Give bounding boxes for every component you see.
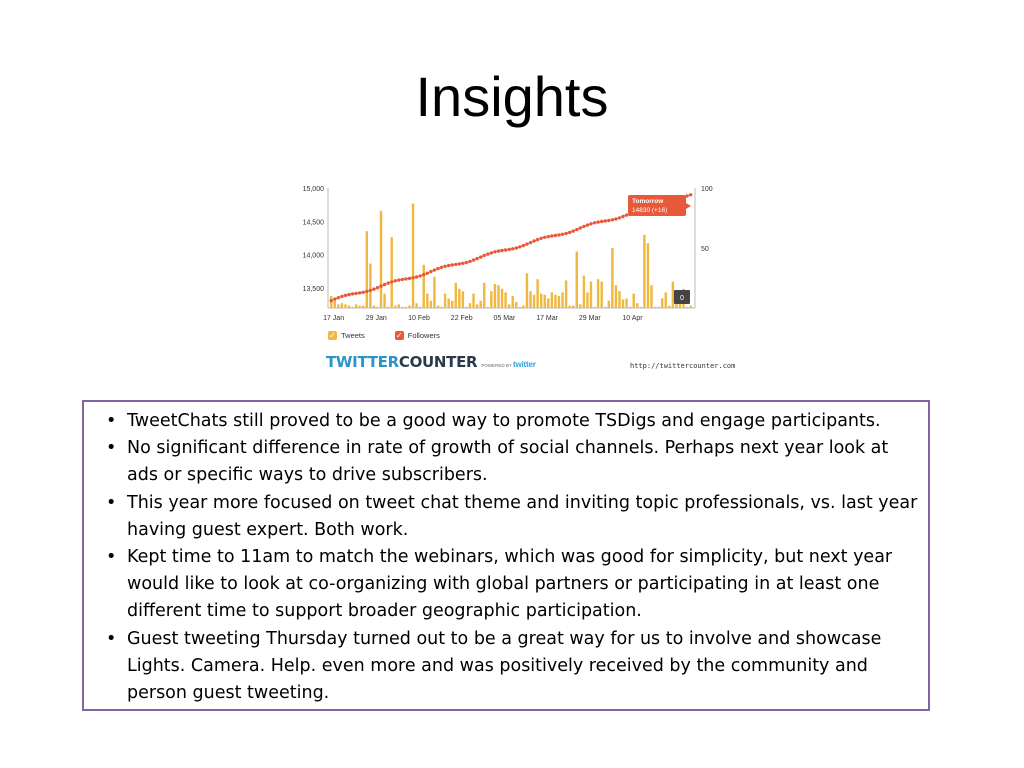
tweets-bar xyxy=(650,285,652,308)
tweets-bar xyxy=(576,252,578,308)
followers-point xyxy=(486,252,489,255)
tomorrow-callout-value: 14830 (+16) xyxy=(632,207,668,214)
followers-point xyxy=(604,219,607,222)
tweets-bar xyxy=(458,289,460,308)
y-right-tick-label: 100 xyxy=(701,186,713,193)
tweets-bar xyxy=(430,301,432,308)
tweets-bar xyxy=(561,292,563,308)
tweets-bar xyxy=(376,307,378,308)
followers-point xyxy=(572,229,575,232)
tweets-bar xyxy=(689,306,691,308)
slide-title: Insights xyxy=(415,65,609,128)
tweets-bar xyxy=(544,295,546,308)
followers-point xyxy=(415,275,418,278)
x-tick-label: 17 Jan xyxy=(323,315,345,322)
tweets-bar xyxy=(640,307,642,308)
followers-point xyxy=(390,280,393,283)
chart-legend xyxy=(328,331,440,340)
tweets-bar xyxy=(661,298,663,308)
followers-point xyxy=(568,231,571,234)
y-left-tick-label: 14,500 xyxy=(302,219,324,227)
chart-svg xyxy=(288,178,736,328)
followers-point xyxy=(422,273,425,276)
tweets-bar xyxy=(597,279,599,308)
followers-point xyxy=(433,268,436,271)
followers-point xyxy=(354,292,357,295)
followers-point xyxy=(447,264,450,267)
followers-point xyxy=(376,286,379,289)
followers-point xyxy=(593,221,596,224)
tweets-bar xyxy=(447,298,449,308)
tweets-bar xyxy=(668,306,670,308)
followers-point xyxy=(540,237,543,240)
followers-point xyxy=(369,289,372,292)
followers-point xyxy=(596,220,599,223)
legend-item-followers[interactable] xyxy=(395,331,440,340)
logo-word-counter: COUNTER xyxy=(398,353,478,371)
followers-point xyxy=(589,222,592,225)
followers-point xyxy=(383,283,386,286)
logo-powered-by xyxy=(481,361,535,370)
tweets-bar xyxy=(501,289,503,308)
tweets-bar xyxy=(508,304,510,308)
tweets-bar xyxy=(387,307,389,308)
tweets-bar xyxy=(654,307,656,308)
x-tick-label: 10 Feb xyxy=(408,315,430,322)
tweets-bar xyxy=(554,295,556,308)
tweets-bar xyxy=(423,265,425,308)
tweets-bar xyxy=(647,243,649,308)
followers-point xyxy=(621,215,624,218)
x-tick-label: 22 Feb xyxy=(450,315,473,322)
tweets-bar xyxy=(615,285,617,308)
followers-point xyxy=(461,262,464,265)
tweets-bar xyxy=(512,296,514,308)
tweets-bar xyxy=(586,292,588,308)
followers-point xyxy=(689,193,692,196)
followers-point xyxy=(451,263,454,266)
followers-point xyxy=(387,281,390,284)
tweets-bar xyxy=(373,306,375,308)
tweets-bar xyxy=(337,304,339,308)
y-left-tick-label: 14,000 xyxy=(302,252,324,260)
tweets-bar xyxy=(476,304,478,308)
tweets-bar xyxy=(444,294,446,308)
x-tick-label: 05 Mar xyxy=(493,315,516,322)
tweets-bar xyxy=(465,307,467,308)
followers-point xyxy=(419,274,422,277)
bullet-item: • This year more focused on tweet chat theme and inviting topic professionals, vs. last year having guest expert. Both work. xyxy=(106,490,920,544)
followers-point xyxy=(511,247,514,250)
tweets-bar xyxy=(636,303,638,308)
followers-point xyxy=(600,220,603,223)
tweets-bar xyxy=(540,294,542,308)
tweets-bar xyxy=(579,304,581,308)
tweets-bar xyxy=(437,306,439,308)
followers-point xyxy=(586,223,589,226)
tweets-bar xyxy=(334,301,336,308)
followers-point xyxy=(404,277,407,280)
zero-badge-label: 0 xyxy=(680,295,684,302)
followers-point xyxy=(532,239,535,242)
followers-point xyxy=(582,225,585,228)
followers-point xyxy=(575,228,578,231)
followers-point xyxy=(504,248,507,251)
followers-point xyxy=(508,248,511,251)
tweets-bar xyxy=(611,248,613,308)
tweets-bar xyxy=(366,231,368,308)
tomorrow-callout-pointer xyxy=(686,203,691,209)
tweets-bar xyxy=(657,307,659,308)
tweets-bar xyxy=(351,307,353,308)
x-tick-label: 29 Mar xyxy=(578,315,601,322)
tweets-bar xyxy=(348,306,350,308)
followers-point xyxy=(522,244,525,247)
y-right-tick-label: 50 xyxy=(701,246,709,253)
twittercounter-logo xyxy=(326,354,536,370)
tweets-bar xyxy=(490,291,492,308)
tweets-bar xyxy=(355,304,357,308)
tweets-bar xyxy=(398,304,400,308)
followers-point xyxy=(493,250,496,253)
followers-point xyxy=(618,216,621,219)
followers-point xyxy=(472,258,475,261)
logo-wordmark xyxy=(326,354,477,370)
followers-point xyxy=(436,267,439,270)
bullet-item: • No significant difference in rate of growth of social channels. Perhaps next year look at ads or specific ways to drive subscribers. xyxy=(106,435,920,489)
tweets-bar xyxy=(440,307,442,308)
followers-point xyxy=(454,263,457,266)
tweets-bar xyxy=(451,301,453,308)
followers-point xyxy=(536,238,539,241)
followers-point xyxy=(529,241,532,244)
tweets-bar xyxy=(622,300,624,308)
followers-point xyxy=(479,255,482,258)
followers-point xyxy=(397,278,400,281)
tweets-bar xyxy=(672,282,674,308)
followers-point xyxy=(351,292,354,295)
followers-point xyxy=(347,293,350,296)
followers-point xyxy=(429,270,432,273)
followers-point xyxy=(330,299,333,302)
followers-point xyxy=(475,257,478,260)
legend-item-tweets[interactable] xyxy=(328,331,365,340)
legend-label-followers: Followers xyxy=(407,331,440,340)
followers-point xyxy=(525,242,528,245)
followers-point xyxy=(554,234,557,237)
bullet-item: • TweetChats still proved to be a good way to promote TSDigs and engage participants. xyxy=(106,408,920,435)
followers-point xyxy=(401,278,404,281)
tweets-bar xyxy=(665,292,667,308)
tweets-bar xyxy=(593,307,595,308)
followers-point xyxy=(443,265,446,268)
tweets-bar xyxy=(618,291,620,308)
twitter-brand-text: twitter xyxy=(513,360,536,369)
followers-point xyxy=(550,234,553,237)
tweets-bar xyxy=(483,283,485,308)
tweets-bar xyxy=(583,276,585,308)
followers-point xyxy=(515,246,518,249)
tweets-bar xyxy=(494,284,496,308)
followers-point xyxy=(607,219,610,222)
followers-point xyxy=(408,277,411,280)
bullet-item: • Guest tweeting Thursday turned out to be a great way for us to involve and showcase Lights. Camera. Help. even more and was positively received by the community and person guest tweeting. xyxy=(106,626,920,708)
followers-point xyxy=(358,291,361,294)
tweets-bar xyxy=(533,295,535,308)
tweets-bar xyxy=(515,302,517,308)
y-left-tick-label: 15,000 xyxy=(302,186,324,193)
tweets-bar xyxy=(358,306,360,308)
tweets-bar xyxy=(469,303,471,308)
followers-point xyxy=(411,276,414,279)
followers-point xyxy=(344,294,347,297)
followers-point xyxy=(426,272,429,275)
followers-point xyxy=(561,233,564,236)
tweets-bar xyxy=(558,296,560,308)
tomorrow-callout-title: Tomorrow xyxy=(632,198,664,205)
tweets-bar xyxy=(629,307,631,308)
tweets-bar xyxy=(391,237,393,308)
followers-point xyxy=(483,254,486,257)
legend-label-tweets: Tweets xyxy=(341,331,365,340)
followers-point xyxy=(372,288,375,291)
tweets-bar xyxy=(625,298,627,308)
followers-point xyxy=(557,233,560,236)
tweets-bar xyxy=(408,306,410,308)
followers-point xyxy=(500,249,503,252)
followers-point xyxy=(440,266,443,269)
followers-point xyxy=(625,213,628,216)
followers-point xyxy=(333,297,336,300)
tweets-bar xyxy=(401,307,403,308)
followers-point xyxy=(465,261,468,264)
tweets-bar xyxy=(383,294,385,308)
tweets-checkbox-icon[interactable]: ✓ xyxy=(329,331,336,340)
x-tick-label: 17 Mar xyxy=(536,315,558,322)
tweets-bar xyxy=(380,211,382,308)
tweets-bar xyxy=(522,306,524,308)
tweets-bar xyxy=(405,307,407,308)
followers-point xyxy=(497,249,500,252)
tweets-bar xyxy=(362,306,364,308)
tweets-bar xyxy=(633,294,635,308)
powered-by-text: POWERED BY xyxy=(481,363,512,368)
followers-point xyxy=(394,279,397,282)
x-tick-label: 29 Jan xyxy=(365,315,387,322)
bullet-item: • Kept time to 11am to match the webinars, which was good for simplicity, but next year would like to look at co-organizing with global partners or participating in at least one different time to support broader geographic participation. xyxy=(106,544,920,626)
tweets-bar xyxy=(455,283,457,308)
source-url[interactable]: http://twittercounter.com xyxy=(630,362,736,370)
tweets-bar xyxy=(419,307,421,308)
tweets-bar xyxy=(600,282,602,308)
tweets-bar xyxy=(536,279,538,308)
followers-point xyxy=(379,284,382,287)
tweets-bar xyxy=(519,307,521,308)
logo-word-twitter: TWITTER xyxy=(326,353,399,371)
tweets-bar xyxy=(479,301,481,308)
followers-point xyxy=(340,295,343,298)
tweets-bar xyxy=(643,235,645,308)
followers-point xyxy=(547,235,550,238)
tweets-bar xyxy=(551,292,553,308)
tweets-bar xyxy=(426,294,428,308)
followers-point xyxy=(579,226,582,229)
tweets-bar xyxy=(504,292,506,308)
tweets-bar xyxy=(565,280,567,308)
followers-point xyxy=(490,251,493,254)
tweets-bar xyxy=(341,303,343,308)
tweets-bar xyxy=(497,285,499,308)
tweets-bar xyxy=(608,301,610,308)
followers-point xyxy=(611,218,614,221)
tweets-bar xyxy=(686,307,688,308)
followers-point xyxy=(518,245,521,248)
tweets-bar xyxy=(344,304,346,308)
tweets-bar xyxy=(529,291,531,308)
tweets-bar xyxy=(412,204,414,308)
tweets-bar xyxy=(604,307,606,308)
tweets-bar xyxy=(590,282,592,308)
followers-point xyxy=(614,217,617,220)
tweets-bar xyxy=(526,273,528,308)
followers-point xyxy=(458,262,461,265)
tweets-bar xyxy=(433,277,435,308)
tweets-bar xyxy=(547,298,549,308)
y-left-tick-label: 13,500 xyxy=(302,286,324,293)
tweets-bar xyxy=(472,294,474,308)
tweets-bar xyxy=(572,306,574,308)
insights-textbox xyxy=(82,400,930,711)
followers-point xyxy=(564,232,567,235)
tweets-bar xyxy=(369,264,371,308)
followers-point xyxy=(365,290,368,293)
tweets-bar xyxy=(568,306,570,308)
followers-point xyxy=(543,236,546,239)
bullet-list xyxy=(106,408,920,707)
tweets-bar xyxy=(462,291,464,308)
twitter-counter-chart xyxy=(288,178,736,378)
tweets-bar xyxy=(394,306,396,308)
followers-checkbox-icon[interactable]: ✓ xyxy=(395,331,403,340)
followers-point xyxy=(468,260,471,263)
x-tick-label: 10 Apr xyxy=(622,315,643,322)
followers-point xyxy=(337,296,340,299)
tweets-bar xyxy=(487,307,489,308)
tweets-bar xyxy=(415,303,417,308)
followers-point xyxy=(362,291,365,294)
